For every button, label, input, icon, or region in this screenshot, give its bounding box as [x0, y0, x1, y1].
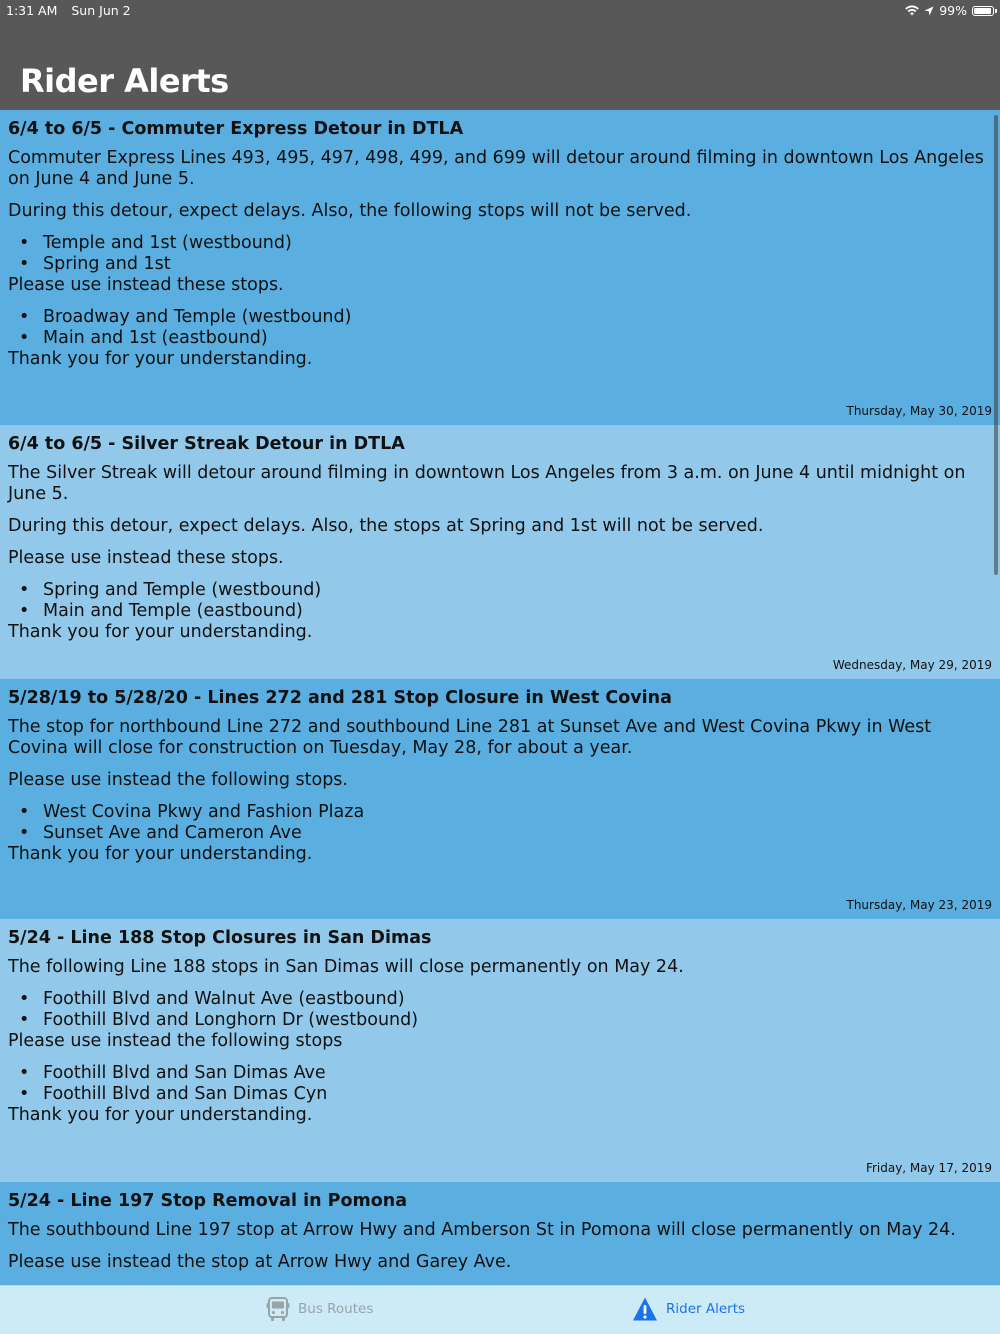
alert-title: 5/24 - Line 188 Stop Closures in San Dimas: [8, 928, 432, 948]
list-item: • Main and Temple (eastbound): [43, 601, 992, 622]
list-item: • Spring and Temple (westbound): [43, 580, 992, 601]
alert-date: Thursday, May 23, 2019: [846, 898, 992, 912]
alert-body: [8, 463, 992, 643]
list-item: • Foothill Blvd and San Dimas Ave: [43, 1063, 992, 1084]
alert-paragraph: Commuter Express Lines 493, 495, 497, 498, 499, and 699 will detour around filming in downtown Los Angeles on June 4 and June 5.: [8, 148, 984, 189]
alert-title: 6/4 to 6/5 - Commuter Express Detour in DTLA: [8, 119, 464, 139]
battery-percent: 99%: [939, 3, 967, 18]
list-item: • Sunset Ave and Cameron Ave: [43, 823, 992, 844]
alert-item[interactable]: [0, 110, 1000, 425]
alert-date: Wednesday, May 29, 2019: [832, 658, 992, 672]
status-time: 1:31 AM: [6, 3, 58, 18]
scrollbar[interactable]: [994, 115, 998, 575]
alert-closing: Thank you for your understanding.: [8, 1105, 313, 1125]
alert-date: Thursday, May 30, 2019: [846, 404, 992, 418]
list-item: • Foothill Blvd and Walnut Ave (eastbound): [43, 989, 992, 1010]
location-icon: [924, 6, 934, 16]
warning-icon: [632, 1296, 658, 1322]
tab-bar: [0, 1285, 1000, 1334]
alert-closing: Thank you for your understanding.: [8, 349, 313, 369]
alert-paragraph: Please use instead the following stops: [8, 1031, 343, 1051]
list-item: • Foothill Blvd and Longhorn Dr (westbound): [43, 1010, 992, 1031]
stop-list: [8, 580, 992, 622]
stop-list: [8, 989, 992, 1031]
bus-icon: [266, 1296, 290, 1322]
alert-body: [8, 957, 992, 1126]
alert-title: 5/24 - Line 197 Stop Removal in Pomona: [8, 1191, 408, 1211]
tab-rider-alerts[interactable]: [632, 1296, 745, 1322]
alert-closing: Thank you for your understanding.: [8, 844, 313, 864]
alert-paragraph: During this detour, expect delays. Also, the following stops will not be served.: [8, 201, 692, 221]
tab-label: Bus Routes: [298, 1301, 374, 1317]
list-item: • Foothill Blvd and San Dimas Cyn: [43, 1084, 992, 1105]
stop-list: [8, 307, 992, 349]
alert-date: Friday, May 17, 2019: [865, 1161, 992, 1175]
alert-body: [8, 148, 992, 370]
stop-list: [8, 802, 992, 844]
alert-closing: Thank you for your understanding.: [8, 622, 313, 642]
alert-title: 5/28/19 to 5/28/20 - Lines 272 and 281 Stop Closure in West Covina: [8, 688, 672, 708]
list-item: • Spring and 1st: [43, 254, 992, 275]
alert-paragraph: The stop for northbound Line 272 and southbound Line 281 at Sunset Ave and West Covina Pkwy in West Covina will close for construction on Tuesday, May 28, for about a year.: [8, 717, 932, 758]
status-bar: [0, 0, 1000, 22]
stop-list: [8, 1063, 992, 1105]
alert-body: [8, 717, 992, 865]
alert-paragraph: Please use instead the following stops.: [8, 770, 348, 790]
alert-body: [8, 1220, 992, 1273]
stop-list: [8, 233, 992, 275]
list-item: • West Covina Pkwy and Fashion Plaza: [43, 802, 992, 823]
alert-paragraph: The southbound Line 197 stop at Arrow Hwy and Amberson St in Pomona will close permanently on May 24.: [8, 1220, 956, 1240]
alert-item[interactable]: [0, 679, 1000, 919]
battery-icon: [972, 6, 994, 16]
navigation-bar: [0, 22, 1000, 110]
list-item: • Main and 1st (eastbound): [43, 328, 992, 349]
alerts-list[interactable]: [0, 110, 1000, 1285]
wifi-icon: [905, 5, 919, 16]
alert-item[interactable]: [0, 425, 1000, 679]
tab-label: Rider Alerts: [666, 1301, 746, 1317]
alert-paragraph: Please use instead these stops.: [8, 548, 284, 568]
list-item: • Temple and 1st (westbound): [43, 233, 992, 254]
list-item: • Broadway and Temple (westbound): [43, 307, 992, 328]
status-date: Sun Jun 2: [71, 3, 131, 18]
alert-paragraph: Please use instead the stop at Arrow Hwy and Garey Ave.: [8, 1252, 512, 1272]
alert-paragraph: Please use instead these stops.: [8, 275, 284, 295]
page-title: Rider Alerts: [20, 62, 229, 100]
alert-item[interactable]: [0, 1182, 1000, 1285]
alert-paragraph: The Silver Streak will detour around filming in downtown Los Angeles from 3 a.m. on June 4 until midnight on June 5.: [8, 463, 966, 504]
alert-paragraph: During this detour, expect delays. Also, the stops at Spring and 1st will not be served.: [8, 516, 764, 536]
alert-paragraph: The following Line 188 stops in San Dimas will close permanently on May 24.: [8, 957, 684, 977]
tab-bus-routes[interactable]: [266, 1296, 373, 1322]
alert-item[interactable]: [0, 919, 1000, 1182]
alert-title: 6/4 to 6/5 - Silver Streak Detour in DTLA: [8, 434, 405, 454]
